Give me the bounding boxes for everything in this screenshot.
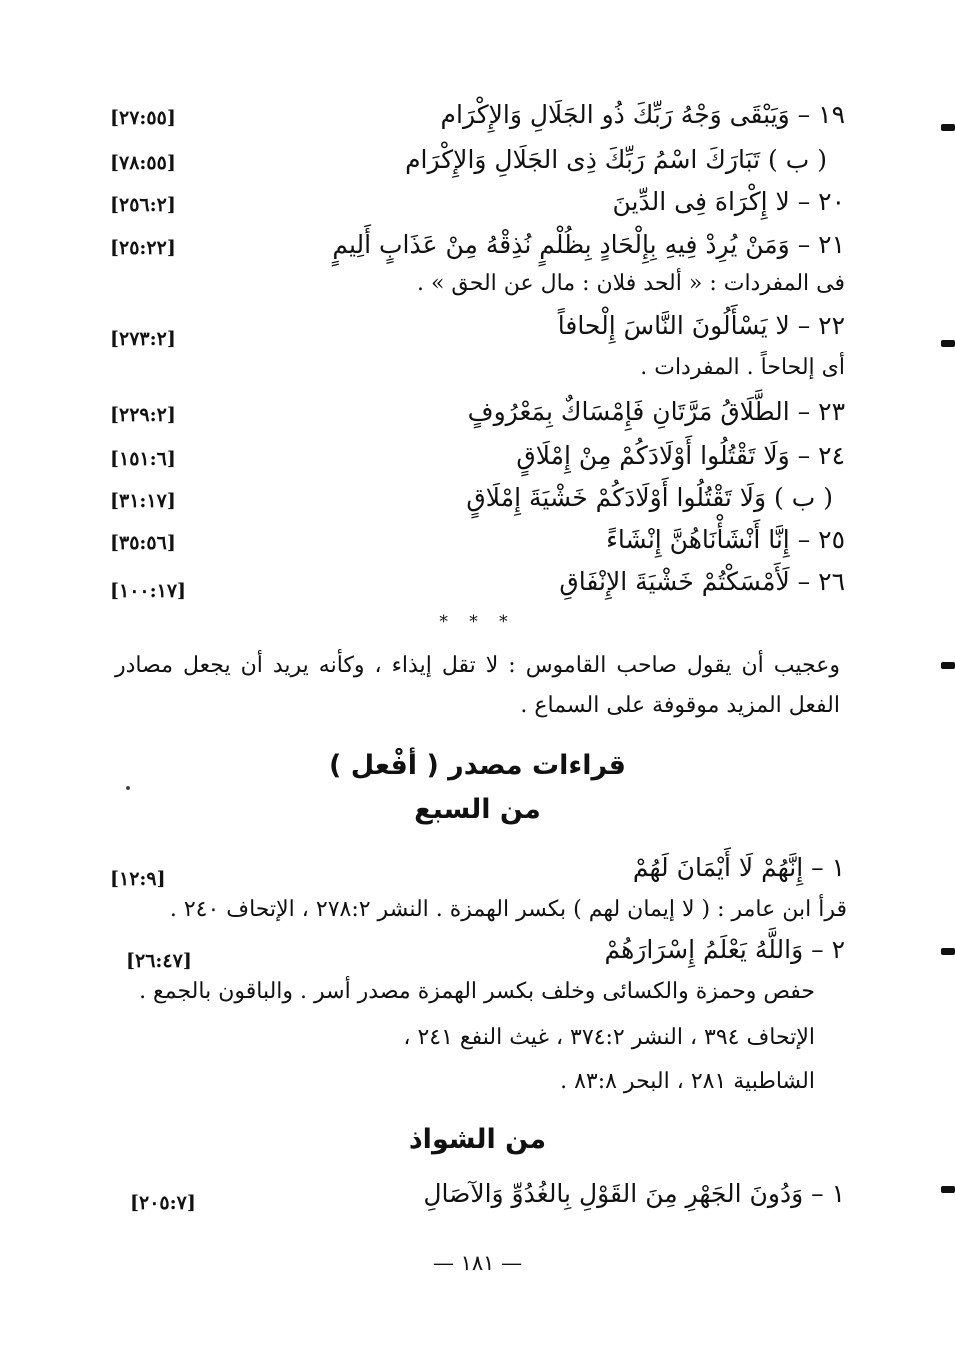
scan-mark (941, 662, 955, 669)
note-line: الشاطبية ٢٨١ ، البحر ٨٣:٨ . (560, 1069, 815, 1094)
verse-reference: [٧٨:٥٥] (110, 152, 176, 174)
note-line: الإتحاف ٣٩٤ ، النشر ٣٧٤:٢ ، غيث النفع ٢٤١ ، (403, 1025, 815, 1050)
subsection-heading: من السبع (414, 794, 541, 825)
verse-row (100, 848, 845, 888)
verse-reference: [٢٥:٢٢] (110, 237, 176, 259)
verse-text: ٢٥ – إِنَّا أَنْشَأْنَاهُنَّ إِنْشَاءً (606, 525, 845, 554)
verse-reference: [١٥١:٦] (110, 448, 176, 470)
verse-text: ( ب ) تَبَارَكَ اسْمُ رَبِّكَ ذِى الجَلَالِ وَالإِكْرَام (405, 145, 827, 174)
verse-reference: [٢٢٩:٢] (110, 404, 176, 426)
verse-text: ٢٢ – لا يَسْأَلُونَ النَّاسَ إِلْحافاً (557, 311, 845, 340)
verse-text: ٢٤ – وَلَا تَقْتُلُوا أَوْلَادَكُمْ مِنْ إِمْلَاقٍ (516, 441, 845, 470)
verse-reference: [٢٠٥:٧] (130, 1192, 196, 1214)
note-line: فى المفردات : « ألحد فلان : مال عن الحق » . (416, 271, 845, 296)
verse-text: ٢٠ – لا إِكْرَاهَ فِى الدِّينَ (612, 187, 845, 216)
verse-reference: [١٠٠:١٧] (110, 580, 187, 602)
verse-row (100, 478, 845, 518)
subsection-heading: من الشواذ (408, 1124, 547, 1155)
commentary-paragraph: وعجيب أن يقول صاحب القاموس : لا تقل إيذاء ، وكأنه يريد أن يجعل مصادر الفعل المزيد موقوفة على السماع . (115, 653, 840, 718)
note-line: أى إلحاحاً . المفردات . (640, 355, 845, 380)
scan-mark (941, 340, 955, 347)
verse-row (100, 930, 845, 970)
verse-row (100, 392, 845, 432)
verse-row (100, 225, 845, 265)
verse-text: ٢٦ – لَأَمْسَكْتُمْ خَشْيَةَ الإِنْفَاقِ (559, 567, 845, 596)
verse-row (100, 436, 845, 476)
verse-row (100, 140, 845, 180)
section-separator: * * * (439, 612, 516, 632)
verse-reference: [١٢:٩] (110, 868, 166, 890)
verse-reference: [٢٥٦:٢] (110, 194, 176, 216)
verse-text: ٢ – وَاللَّهُ يَعْلَمُ إِسْرَارَهُمْ (604, 935, 845, 964)
page-number: — ١٨١ — (432, 1251, 523, 1275)
verse-text: ٢١ – وَمَنْ يُرِدْ فِيهِ بِإِلْحَادٍ بِظُلْمٍ نُذِقْهُ مِنْ عَذَابٍ أَلِيمٍ (332, 230, 845, 259)
verse-reference: [٢٧:٥٥] (110, 107, 176, 129)
scan-mark (941, 948, 955, 955)
verse-row (100, 182, 845, 222)
verse-row (100, 520, 845, 560)
scan-mark (941, 124, 955, 131)
verse-reference: [٢٧٣:٢] (110, 328, 176, 350)
verse-reference: [٣١:١٧] (110, 490, 176, 512)
verse-text: ٢٣ – الطَّلَاقُ مَرَّتَانِ فَإِمْسَاكٌ بِمَعْرُوفٍ (467, 397, 845, 426)
verse-row (100, 306, 845, 350)
note-line: قرأ ابن عامر : ( لا إيمان لهم ) بكسر الهمزة . النشر ٢٧٨:٢ ، الإتحاف ٢٤٠ . (169, 897, 847, 922)
verse-text: ( ب ) وَلَا تَقْتُلُوا أَوْلَادَكُمْ خَشْيَةَ إِمْلَاقٍ (466, 483, 833, 512)
verse-reference: [٣٥:٥٦] (110, 532, 176, 554)
verse-row (100, 1174, 845, 1214)
section-heading: قراءات مصدر ( أفْعل ) (329, 750, 626, 781)
verse-reference: [٢٦:٤٧] (126, 950, 192, 972)
scan-mark (941, 1186, 955, 1193)
verse-row (100, 562, 845, 602)
verse-text: ١٩ – وَيَبْقَى وَجْهُ رَبِّكَ ذُو الجَلَالِ وَالإِكْرَام (440, 100, 845, 129)
verse-row (100, 95, 845, 135)
note-line: حفص وحمزة والكسائى وخلف بكسر الهمزة مصدر أسر . والباقون بالجمع . (139, 979, 815, 1004)
verse-text: ١ – وَدُونَ الجَهْرِ مِنَ القَوْلِ بِالغُدُوِّ وَالآصَالِ (423, 1179, 845, 1208)
verse-text: ١ – إِنَّهُمْ لَا أَيْمَانَ لَهُمْ (632, 853, 845, 882)
